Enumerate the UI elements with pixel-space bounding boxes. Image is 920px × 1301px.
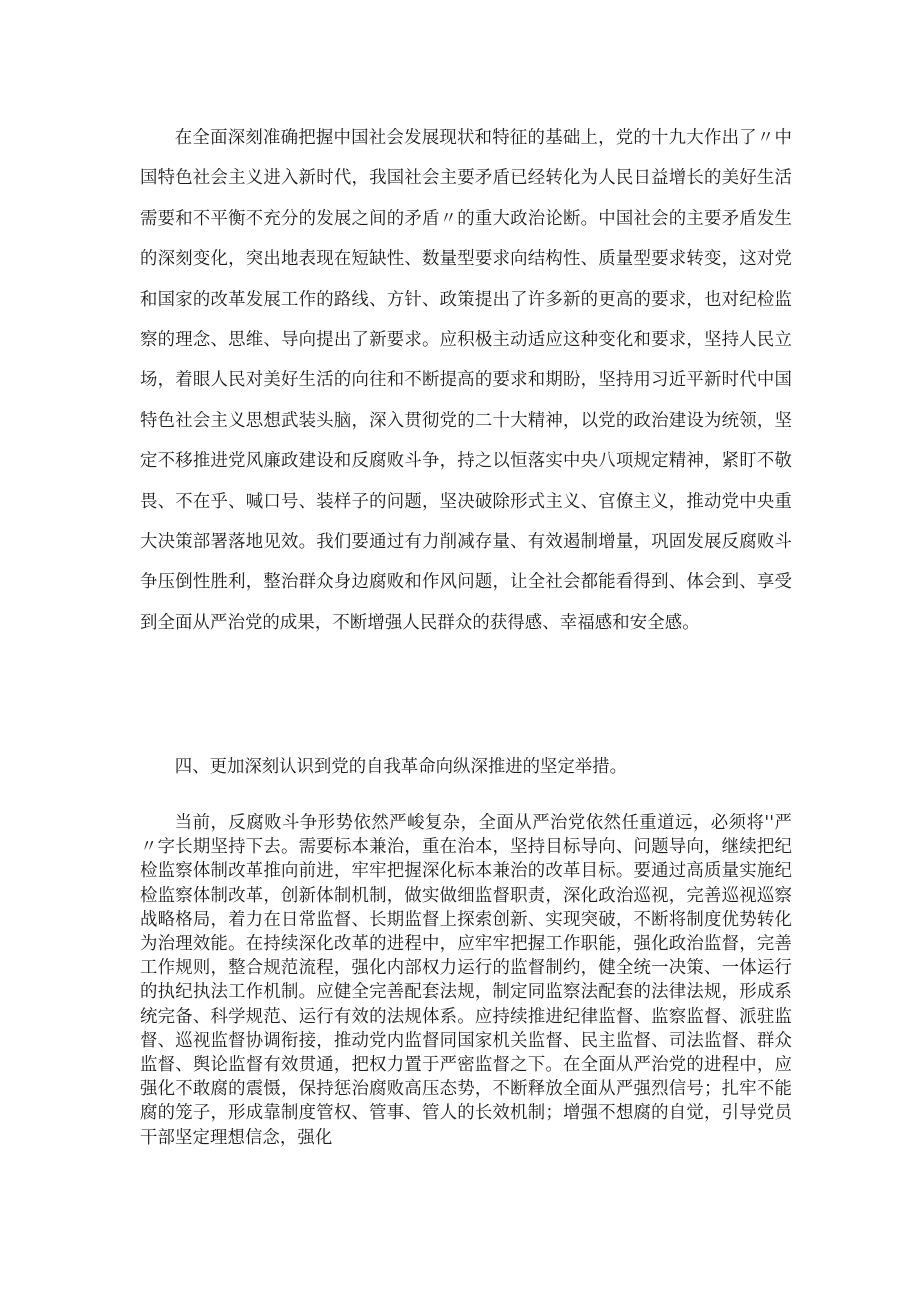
body-paragraph-2: 当前，反腐败斗争形势依然严峻复杂，全面从严治党依然任重道远，必须将''严〃字长期坚持下去。需要标本兼治，重在治本，坚持目标导向、问题导向，继续把纪检监察体制改革推向前进，牢牢把握深化标本兼治的改革目标。要通过高质量实施纪检监察体制改革，创新体制机制，做实做细监督职责，深化政治巡视，完善巡视巡察战略格局，着力在日常监督、长期监督上探索创新、实现突破，不断将制度优势转化为治理效能。在持续深化改革的进程中，应牢牢把握工作职能，强化政治监督，完善工作规则，整合规范流程，强化内部权力运行的监督制约，健全统一决策、一体运行的执纪执法工作机制。应健全完善配套法规，制定同监察法配套的法律法规，形成系统完备、科学规范、运行有效的法规体系。应持续推进纪律监督、监察监督、派驻监督、巡视监督协调衔接，推动党内监督同国家机关监督、民主监督、司法监督、群众监督、舆论监督有效贯通，把权力置于严密监督之下。在全面从严治党的进程中，应强化不敢腐的震慑，保持惩治腐败高压态势，不断释放全面从严强烈信号；扎牢不能腐的笼子，形成靠制度管权、管事、管人的长效机制；增强不想腐的自觉，引导党员干部坚定理想信念，强化: [140, 813, 792, 1148]
body-paragraph-1: 在全面深刻准确把握中国社会发展现状和特征的基础上，党的十九大作出了〃中国特色社会主义进入新时代，我国社会主要矛盾已经转化为人民日益增长的美好生活需要和不平衡不充分的发展之间的矛盾〃的重大政治论断。中国社会的主要矛盾发生的深刻变化，突出地表现在短缺性、数量型要求向结构性、质量型要求转变，这对党和国家的改革发展工作的路线、方针、政策提出了许多新的更高的要求，也对纪检监察的理念、思维、导向提出了新要求。应积极主动适应这种变化和要求，坚持人民立场，着眼人民对美好生活的向往和不断提高的要求和期盼，坚持用习近平新时代中国特色社会主义思想武装头脑，深入贯彻党的二十大精神，以党的政治建设为统领，坚定不移推进党风廉政建设和反腐败斗争，持之以恒落实中央八项规定精神，紧盯不敬畏、不在乎、喊口号、装样子的问题，坚决破除形式主义、官僚主义，推动党中央重大决策部署落地见效。我们要通过有力削减存量、有效遏制增量，巩固发展反腐败斗争压倒性胜利，整治群众身边腐败和作风问题，让全社会都能看得到、体会到、享受到全面从严治党的成果，不断增强人民群众的获得感、幸福感和安全感。: [140, 128, 792, 633]
section-heading: 四、更加深刻认识到党的自我革命向纵深推进的坚定举措。: [174, 757, 627, 777]
